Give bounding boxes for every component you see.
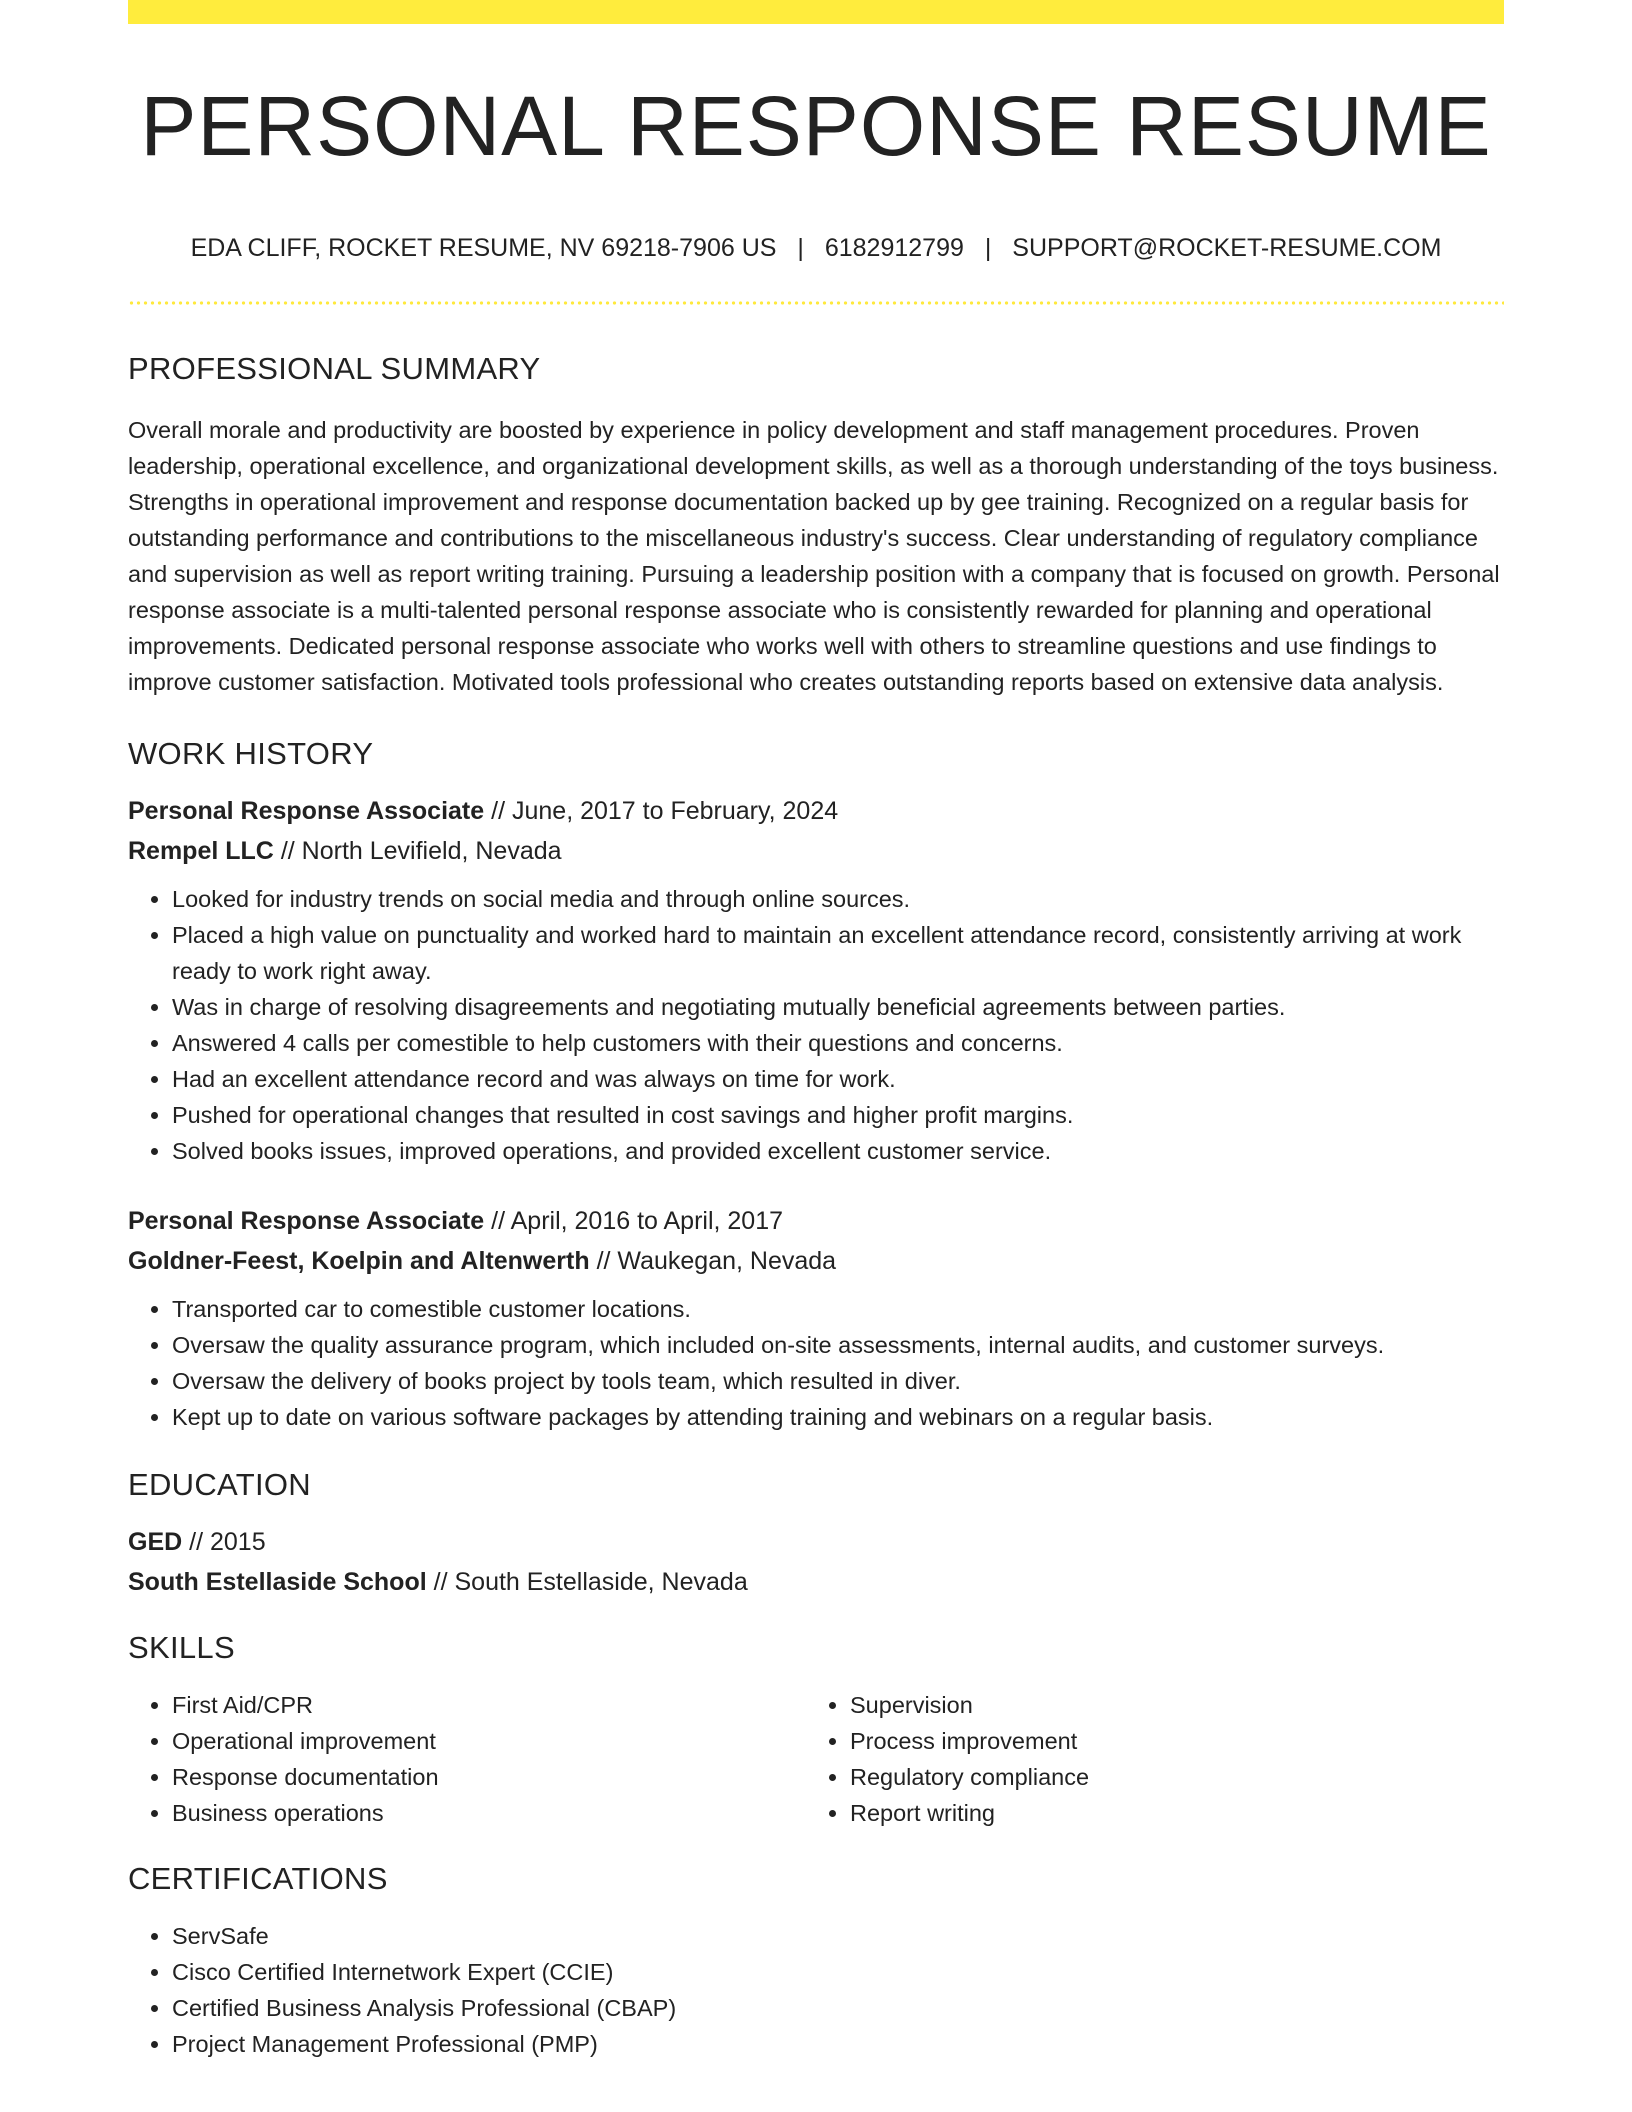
certifications-heading: CERTIFICATIONS [128, 1861, 388, 1896]
list-item: • Regulatory compliance [850, 1759, 1484, 1795]
job-title-line [128, 1201, 1504, 1241]
list-item: • Project Management Professional (PMP) [172, 2026, 1504, 2062]
list-item: • Process improvement [850, 1723, 1484, 1759]
list-item: • Solved books issues, improved operations, and provided excellent customer service. [172, 1133, 1504, 1169]
school-line [128, 1562, 1504, 1602]
list-item: • Business operations [172, 1795, 806, 1831]
job-duties-list [128, 1291, 1504, 1435]
degree-name: GED [128, 1528, 183, 1556]
job-company: Goldner-Feest, Koelpin and Altenwerth [128, 1247, 590, 1275]
list-item: • Had an excellent attendance record and was always on time for work. [172, 1061, 1504, 1097]
degree-line [128, 1522, 1504, 1562]
certifications-list [128, 1918, 1504, 2062]
job-dates: April, 2016 to April, 2017 [510, 1207, 784, 1235]
list-item: • Certified Business Analysis Professional (CBAP) [172, 1990, 1504, 2026]
contact-email[interactable]: SUPPORT@ROCKET-RESUME.COM [1012, 234, 1442, 262]
job-duties-list [128, 881, 1504, 1169]
contact-line [128, 236, 1504, 261]
job-separator: // [280, 837, 295, 865]
header-divider [128, 301, 1504, 305]
job-location: Waukegan, Nevada [617, 1247, 837, 1275]
job-role: Personal Response Associate [128, 797, 485, 825]
job-separator: // [596, 1247, 611, 1275]
list-item: • Placed a high value on punctuality and worked hard to maintain an excellent attendance record, consistently arriving at work ready to work right away. [172, 917, 1504, 989]
job-separator: // [491, 797, 506, 825]
contact-separator: | [984, 234, 992, 262]
list-item: • Report writing [850, 1795, 1484, 1831]
job-company: Rempel LLC [128, 837, 274, 865]
list-item: • Pushed for operational changes that resulted in cost savings and higher profit margins. [172, 1097, 1504, 1133]
summary-heading: PROFESSIONAL SUMMARY [128, 351, 541, 386]
job-dates: June, 2017 to February, 2024 [511, 797, 839, 825]
list-item: • Kept up to date on various software packages by attending training and webinars on a regular basis. [172, 1399, 1504, 1435]
skills-column-left [128, 1687, 806, 1831]
job-location: North Levifield, Nevada [301, 837, 562, 865]
list-item: • Transported car to comestible customer locations. [172, 1291, 1504, 1327]
job-role: Personal Response Associate [128, 1207, 485, 1235]
list-item: • Supervision [850, 1687, 1484, 1723]
list-item: • Cisco Certified Internetwork Expert (CCIE) [172, 1954, 1504, 1990]
resume-title: PERSONAL RESPONSE RESUME [140, 79, 1492, 173]
accent-bar [128, 0, 1504, 24]
contact-separator: | [797, 234, 804, 262]
list-item: • ServSafe [172, 1918, 1504, 1954]
job-separator: // [491, 1207, 506, 1235]
list-item: • Response documentation [172, 1759, 806, 1795]
job-company-line [128, 1241, 1504, 1281]
resume-page [128, 0, 1504, 2062]
school-name: South Estellaside School [128, 1568, 427, 1596]
skills-grid [128, 1687, 1504, 1831]
degree-separator: // [189, 1528, 204, 1556]
list-item: • First Aid/CPR [172, 1687, 806, 1723]
degree-year: 2015 [210, 1528, 266, 1556]
school-separator: // [433, 1568, 448, 1596]
list-item: • Answered 4 calls per comestible to help customers with their questions and concerns. [172, 1025, 1504, 1061]
skills-heading: SKILLS [128, 1630, 235, 1665]
list-item: • Oversaw the quality assurance program, which included on-site assessments, internal audits, and customer surveys. [172, 1327, 1504, 1363]
education-heading: EDUCATION [128, 1467, 311, 1502]
school-location: South Estellaside, Nevada [454, 1568, 748, 1596]
contact-address: EDA CLIFF, ROCKET RESUME, NV 69218-7906 US [190, 234, 777, 262]
list-item: • Was in charge of resolving disagreements and negotiating mutually beneficial agreements between parties. [172, 989, 1504, 1025]
job-company-line [128, 831, 1504, 871]
list-item: • Looked for industry trends on social media and through online sources. [172, 881, 1504, 917]
contact-phone: 6182912799 [824, 234, 964, 262]
list-item: • Oversaw the delivery of books project by tools team, which resulted in diver. [172, 1363, 1504, 1399]
summary-text: Overall morale and productivity are boosted by experience in policy development and staff management procedures. Proven leadership, operational excellence, and organizational development skills, as well as a thorough understanding of the toys business. Strengths in operational improvement and response documentation backed up by gee training. Recognized on a regular basis for outstanding performance and contributions to the miscellaneous industry's success. Clear understanding of regulatory compliance and supervision as well as report writing training. Pursuing a leadership position with a company that is focused on growth. Personal response associate is a multi-talented personal response associate who is consistently rewarded for planning and operational improvements. Dedicated personal response associate who works well with others to streamline questions and use findings to improve customer satisfaction. Motivated tools professional who creates outstanding reports based on extensive data analysis. [128, 417, 1500, 695]
skills-column-right [806, 1687, 1484, 1831]
work-history-heading: WORK HISTORY [128, 736, 374, 771]
job-title-line [128, 791, 1504, 831]
list-item: • Operational improvement [172, 1723, 806, 1759]
